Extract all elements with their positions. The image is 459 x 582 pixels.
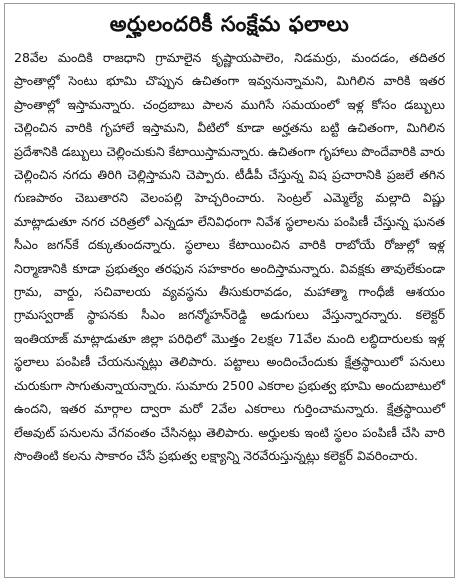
article-headline: అర్హులందరికీ సంక్షేమ ఫలాలు (109, 12, 350, 36)
article-body: 28వేల మందికి రాజధాని గ్రామాలైన కృష్ణాయపాలెం, నిడమర్రు, మందడం, తదితర ప్రాంతాల్లో సెంటు భూమి చొప్పున ఉచితంగా ఇవ్వనున్నామని, మిగిలిన వారికి ఇతర ప్రాంతాల్లో ఇస్తామన్నారు. చంద్రబాబు పాలన ముగిసే సమయంలో ఇళ్ల కోసం డబ్బులు చెల్లించిన వారికి గృహాలే ఇస్తామని, వీటిలో కూడా అర్హతను బట్టి ఉచితంగా, మిగిలిన ప్రదేశానికి డబ్బులు చెల్లించుకుని కేటాయిస్తామన్నారు. ఉచితంగా గృహాలు పొందేవారికి వారు చెల్లించిన నగదు తిరిగి చెల్లిస్తామని చెప్పారు. టీడీపీ చేస్తున్న విష ప్రచారానికి ప్రజలే తగిన గుణపాఠం చెబుతారని వెలంపల్లి హెచ్చరించారు. సెంట్రల్ ఎమ్మెల్యే మల్లాది విష్ణు మాట్లాడుతూ నగర చరిత్రలో ఎన్నడూ లేనివిధంగా నివేశ స్థలాలను పంపిణీ చేస్తున్న ఘనత సీఎం జగన్‌కే దక్కుతుందన్నారు. స్థలాలు కేటాయించిన వారికి రాబోయే రోజుల్లో ఇళ్ల నిర్మాణానికి కూడా ప్రభుత్వం తరఫున సహకారం అందిస్తామన్నారు. వివక్షకు తావులేకుండా గ్రామ, వార్డు, సచివాలయ వ్యవస్థను తీసుకురావడం, మహాత్మా గాంధీజీ ఆశయం గ్రామస్వరాజ్ స్థాపనకు సీఎం జగన్మోహన్‌రెడ్డి అడుగులు వేస్తున్నారన్నారు. కలెక్టర్ ఇంతియాజ్ మాట్లాడుతూ జిల్లా పరిధిలో మొత్తం 2లక్షల 71వేల మంది లబ్ధిదారులకు ఇళ్ల స్థలాలు పంపిణీ చేయనున్నట్లు తెలిపారు. పట్టాలు అందించేందుకు క్షేత్రస్థాయిలో పనులు చురుకుగా సాగుతున్నాయన్నారు. సుమారు 2500 ఎకరాల ప్రభుత్వ భూమి అందుబాటులో ఉందని, ఇతర మార్గాల ద్వారా మరో 2వేల ఎకరాలు గుర్తించామన్నారు. క్షేత్రస్థాయిలో లేఅవుట్ పనులను వేగవంతం చేసినట్లు తెలిపారు. అర్హులకు ఇంటి స్థలం పంపిణీ చేసి వారి సొంతింటి కలను సాకారం చేసే ప్రభుత్వ లక్ష్యాన్ని నెరవేరుస్తున్నట్లు కలెక్టర్ వివరించారు. (14, 50, 445, 463)
news-clipping (4, 3, 455, 578)
